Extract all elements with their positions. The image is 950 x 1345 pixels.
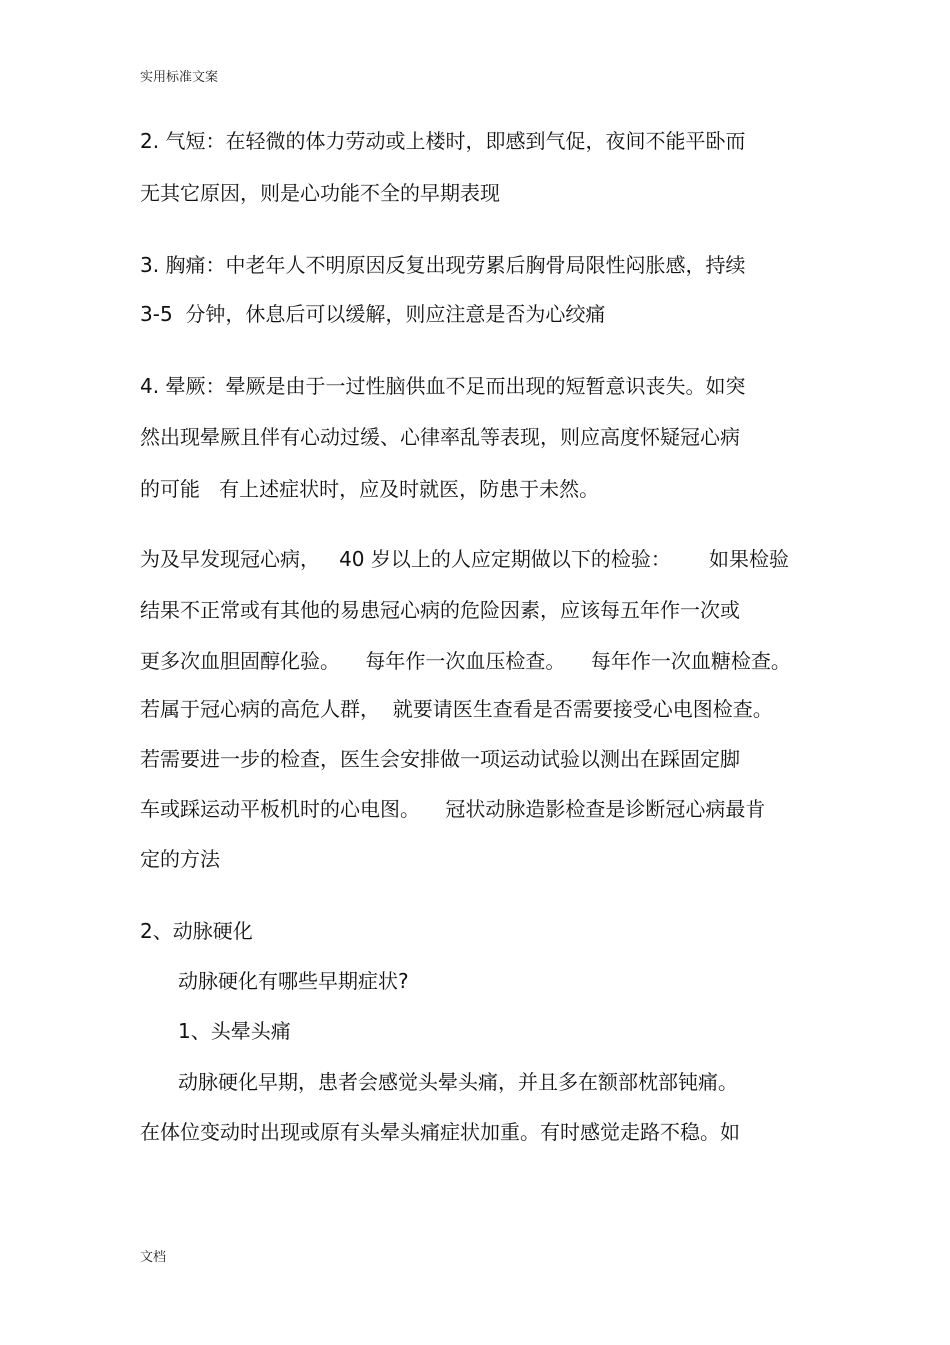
text-line: 若需要进一步的检查，医生会安排做一项运动试验以测出在踩固定脚 <box>140 747 740 771</box>
text-line: 3. 胸痛：中老年人不明原因反复出现劳累后胸骨局限性闷胀感，持续 <box>140 253 746 277</box>
text-line: 动脉硬化早期，患者会感觉头晕头痛，并且多在额部枕部钝痛。 <box>178 1070 738 1094</box>
text-line: 无其它原因，则是心功能不全的早期表现 <box>140 181 500 205</box>
subsection-heading: 1、头晕头痛 <box>178 1019 291 1043</box>
text-line: 为及早发现冠心病， 40 岁以上的人应定期做以下的检验： 如果检验 <box>140 547 790 571</box>
page-header: 实用标准文案 <box>140 70 219 85</box>
text-line: 的可能 有上述症状时，应及时就医，防患于未然。 <box>140 477 600 501</box>
text-line: 然出现晕厥且伴有心动过缓、心律率乱等表现，则应高度怀疑冠心病 <box>140 425 740 449</box>
text-line: 车或踩运动平板机时的心电图。 冠状动脉造影检查是诊断冠心病最肯 <box>140 797 766 821</box>
text-line: 定的方法 <box>140 847 220 871</box>
page-footer: 文档 <box>140 1250 167 1265</box>
text-line: 更多次血胆固醇化验。 每年作一次血压检查。 每年作一次血糖检查。 <box>140 649 791 673</box>
text-line: 3-5 分钟，休息后可以缓解，则应注意是否为心绞痛 <box>140 302 606 326</box>
section-heading: 2、动脉硬化 <box>140 919 253 943</box>
text-line: 4. 晕厥：晕厥是由于一过性脑供血不足而出现的短暂意识丧失。如突 <box>140 374 746 398</box>
text-line: 在体位变动时出现或原有头晕头痛症状加重。有时感觉走路不稳。如 <box>140 1120 740 1144</box>
text-line: 2. 气短：在轻微的体力劳动或上楼时，即感到气促，夜间不能平卧而 <box>140 129 746 153</box>
text-line: 结果不正常或有其他的易患冠心病的危险因素，应该每五年作一次或 <box>140 598 740 622</box>
text-line: 若属于冠心病的高危人群， 就要请医生查看是否需要接受心电图检查。 <box>140 697 773 721</box>
subsection-question: 动脉硬化有哪些早期症状? <box>178 969 409 993</box>
